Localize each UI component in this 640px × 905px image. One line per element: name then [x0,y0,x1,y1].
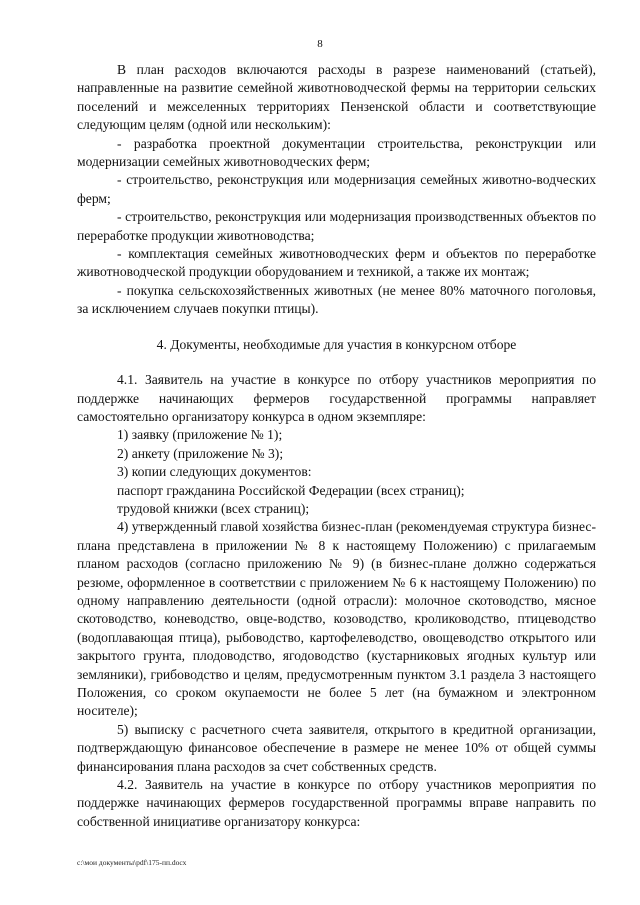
document-body [77,61,596,831]
list-item: 4) утвержденный главой хозяйства бизнес-план (рекомендуемая структура бизнес-плана представлена в приложении № 8 к настоящему Положению) с прилагаемым планом расходов (согласно приложению № 9) (в бизнес-плане должно содержаться резюме, оформленное в соответствии с приложением № 6 к настоящему Положению) по одному направлению деятельности (одной отрасли): молочное скотоводство, мясное скотоводство, коневодство, овце-водство, козоводство, кролиководство, птицеводство (водоплавающая птица), рыбоводство, картофелеводство, овощеводство открытого или закрытого грунта, плодоводство, ягодоводство (кустарниковых ягодных культур или земляники), грибоводство и целям, предусмотренным пунктом 3.1 раздела 3 настоящего Положения, со сроком окупаемости не более 5 лет (на бумажном и электронном носителе); [77,519,596,719]
paragraph: 4.1. Заявитель на участие в конкурсе по отбору участников мероприятия по поддержке начинающих фермеров государственной программы направляет самостоятельно организатору конкурса в одном экземпляре: [77,372,596,424]
list-item: 3) копии следующих документов: [117,464,312,480]
paragraph: 4.2. Заявитель на участие в конкурсе по отбору участников мероприятия по поддержке начинающих фермеров государственной программы вправе направить по собственной инициативе организатору конкурса: [77,777,596,829]
list-item: паспорт гражданина Российской Федерации (всех страниц); [117,482,465,498]
list-item: 2) анкету (приложение № 3); [117,445,284,461]
list-item: - строительство, реконструкция или модернизация семейных животно-водческих ферм; [77,172,596,206]
list-item: - покупка сельскохозяйственных животных (не менее 80% маточного поголовья, за исключением случаев покупки птицы). [77,282,596,317]
section-heading: 4. Документы, необходимые для участия в конкурсном отборе [156,336,517,352]
list-item: 1) заявку (приложение № 1); [117,427,283,443]
list-item: 5) выписку с расчетного счета заявителя, открытого в кредитной организации, подтверждающую финансовое обеспечение в размере не менее 10% от общей суммы финансирования плана расходов за счет собственных средств. [77,721,596,774]
list-item: - разработка проектной документации строительства, реконструкции или модернизации семейных животноводческих ферм; [77,135,596,170]
page-number: 8 [317,38,323,50]
list-item: - комплектация семейных животноводческих ферм и объектов по переработке животноводческой продукции оборудованием и техникой, а также их монтаж; [77,246,596,280]
paragraph: В план расходов включаются расходы в разрезе наименований (статьей), направленные на развитие семейной животноводческой фермы на территории сельских поселений и межселенных территориях Пензенской области и соответствующие следующим целям (одной или нескольким): [77,62,596,133]
list-item: - строительство, реконструкция или модернизация производственных объектов по переработке продукции животноводства; [77,209,596,243]
list-item: трудовой книжки (всех страниц); [117,500,310,516]
footer-file-path: c:\мои документы\pdf\175-пп.docx [77,858,187,867]
